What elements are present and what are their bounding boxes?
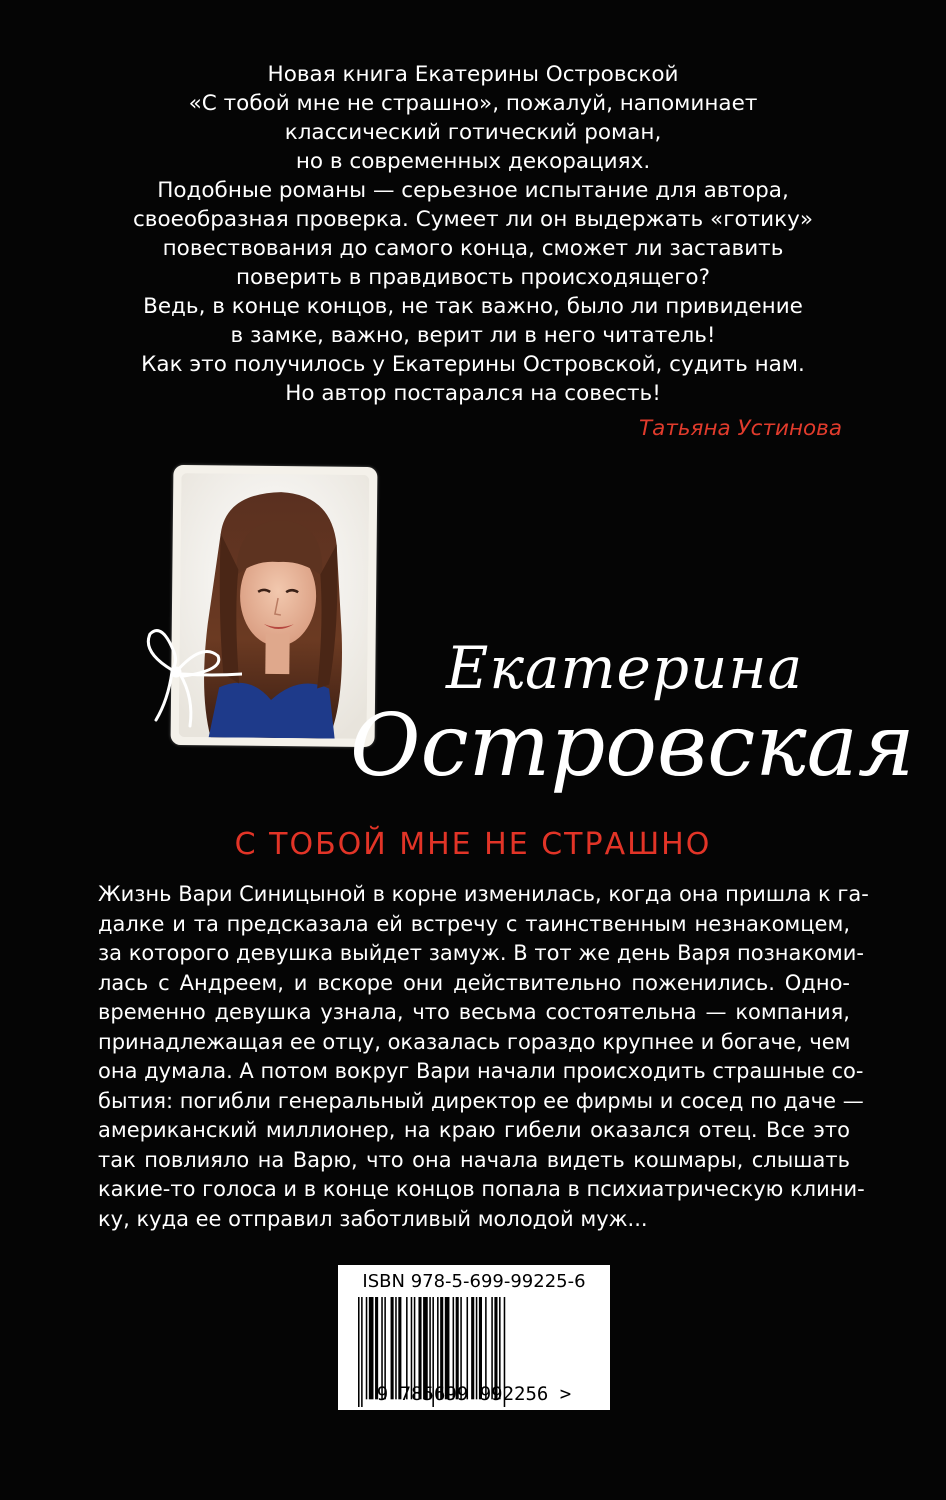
annotation-line: принадлежащая ее отцу, оказалась гораздо крупнее и богаче, чем	[98, 1029, 851, 1054]
quote-line: Как это получилось у Екатерины Островской, судить нам.	[141, 352, 805, 377]
isbn-number: ISBN 978-5-699-99225-6	[362, 1271, 586, 1292]
annotation-line: американский миллионер, на краю гибели оказался отец. Все это	[98, 1118, 850, 1142]
annotation-line: временно девушка узнала, что весьма состоятельна — компания,	[98, 1000, 850, 1024]
annotation-line: какие-то голоса и в конце концов попала в психиатрическую клини-	[98, 1177, 865, 1201]
author-last-name: Островская	[350, 696, 915, 796]
quote-line: Подобные романы — серьезное испытание для автора,	[157, 178, 789, 203]
ribbon-bow-icon	[132, 612, 242, 732]
annotation-line: Жизнь Вари Синицыной в корне изменилась, когда она пришла к га-	[98, 882, 869, 906]
barcode-digits: 9 785699 992256 >	[376, 1383, 572, 1405]
quote-line: своеобразная проверка. Сумеет ли он выдержать «готику»	[132, 207, 814, 232]
quote-line: повествования до самого конца, сможет ли заставить	[162, 236, 784, 261]
annotation-line: она думала. А потом вокруг Вари начали происходить страшные со-	[98, 1059, 864, 1083]
quote-line: поверить в правдивость происходящего?	[236, 265, 710, 290]
annotation-line: за которого девушка выйдет замуж. В тот же день Варя познакоми-	[98, 941, 864, 965]
annotation-line: лась с Андреем, и вскоре они действительно поженились. Одно-	[98, 970, 850, 995]
author-first-name: Екатерина	[446, 634, 804, 702]
quote-line: в замке, важно, верит ли в него читатель!	[230, 323, 716, 348]
quote-line: классический готический роман,	[284, 120, 662, 145]
isbn-barcode	[338, 1265, 610, 1410]
review-quote	[120, 60, 826, 408]
quote-line: но в современных декорациях.	[295, 149, 651, 174]
book-annotation	[98, 880, 869, 1234]
quote-line: «С тобой мне не страшно», пожалуй, напоминает	[188, 91, 758, 116]
book-title: С ТОБОЙ МНЕ НЕ СТРАШНО	[234, 827, 712, 862]
quote-line: Новая книга Екатерины Островской	[267, 62, 679, 87]
quote-line: Но автор постарался на совесть!	[285, 381, 661, 406]
annotation-line: ку, куда ее отправил заботливый молодой муж...	[98, 1206, 648, 1231]
annotation-line: бытия: погибли генеральный директор ее фирмы и сосед по даче —	[98, 1088, 864, 1113]
annotation-line: так повлияло на Варю, что она начала видеть кошмары, слышать	[98, 1147, 850, 1172]
annotation-line: далке и та предсказала ей встречу с таинственным незнакомцем,	[98, 911, 850, 936]
quote-author: Татьяна Устинова	[639, 416, 842, 441]
quote-line: Ведь, в конце концов, не так важно, было ли привидение	[143, 294, 803, 319]
